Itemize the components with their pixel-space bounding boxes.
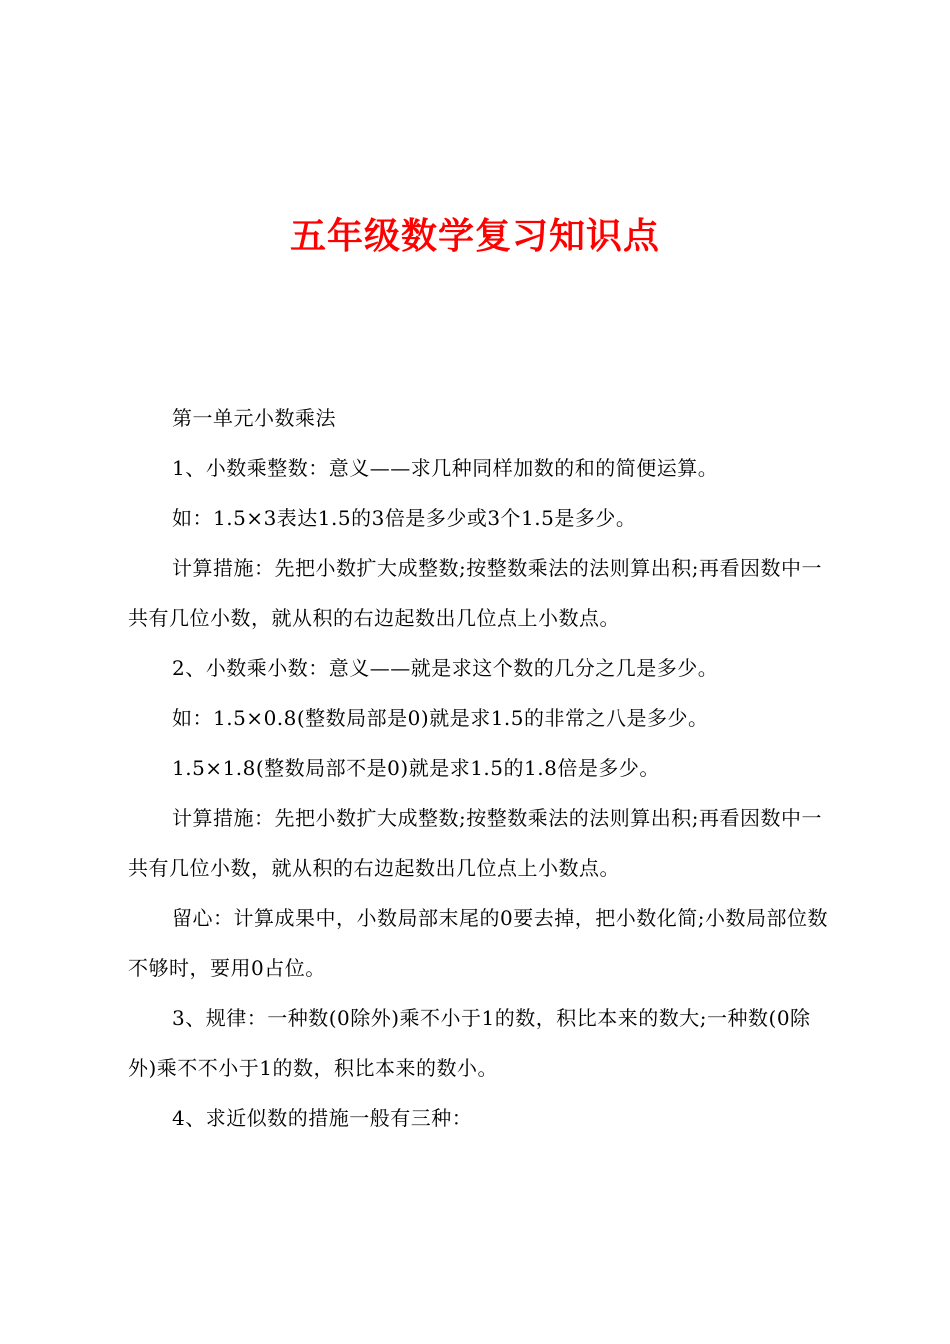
- paragraph: 2、小数乘小数：意义——就是求这个数的几分之几是多少。: [172, 656, 719, 680]
- paragraph: 1.5×1.8(整数局部不是0)就是求1.5的1.8倍是多少。: [172, 756, 660, 780]
- paragraph: 如：1.5×0.8(整数局部是0)就是求1.5的非常之八是多少。: [172, 706, 709, 730]
- document-body: [128, 393, 836, 1143]
- paragraph: 4、求近似数的措施一般有三种：: [172, 1106, 473, 1130]
- section-heading: 第一单元小数乘法: [172, 406, 336, 430]
- document-title: 五年级数学复习知识点: [289, 215, 660, 257]
- paragraph: 计算措施：先把小数扩大成整数;按整数乘法的法则算出积;再看因数中一共有几位小数，就从积的右边起数出几位点上小数点。: [128, 806, 822, 880]
- paragraph: 1、小数乘整数：意义——求几种同样加数的和的简便运算。: [172, 456, 719, 480]
- paragraph: 留心：计算成果中，小数局部末尾的0要去掉，把小数化简;小数局部位数不够时，要用0占位。: [128, 906, 828, 980]
- paragraph: 3、规律：一种数(0除外)乘不小于1的数，积比本来的数大;一种数(0除外)乘不不小于1的数，积比本来的数小。: [128, 1006, 811, 1080]
- paragraph: 计算措施：先把小数扩大成整数;按整数乘法的法则算出积;再看因数中一共有几位小数，就从积的右边起数出几位点上小数点。: [128, 556, 822, 630]
- paragraph: 如：1.5×3表达1.5的3倍是多少或3个1.5是多少。: [172, 506, 637, 530]
